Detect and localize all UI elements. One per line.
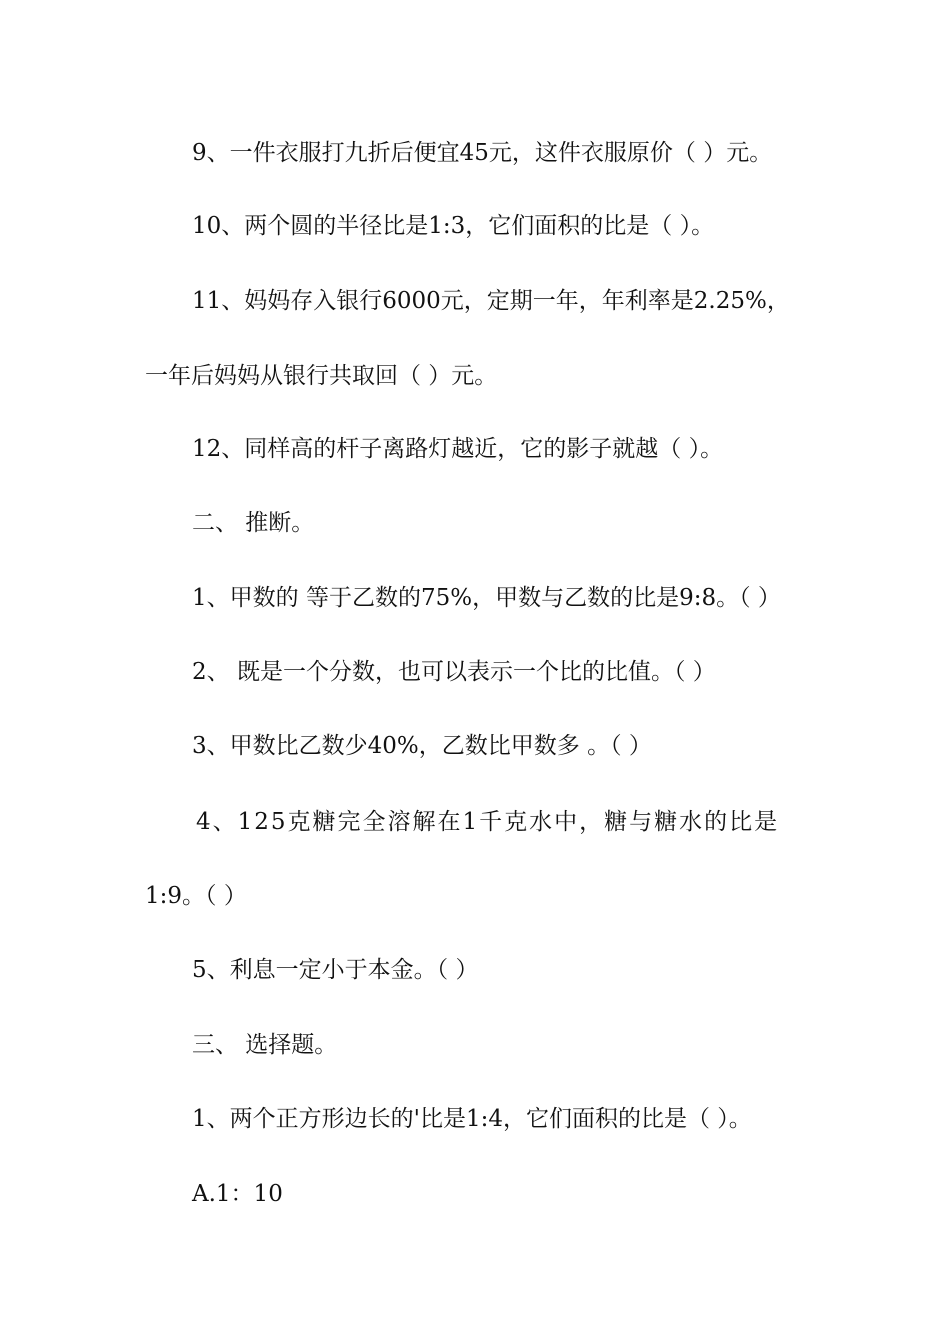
judgement-4-continued: 1:9。（ ）	[145, 883, 247, 909]
choice-1: 1、两个正方形边长的'比是1:4，它们面积的比是（ ）。	[192, 1106, 752, 1132]
judgement-3: 3、甲数比乙数少40%，乙数比甲数多 。（ ）	[192, 733, 652, 759]
question-12: 12、同样高的杆子离路灯越近，它的影子就越（ ）。	[192, 436, 724, 462]
choice-1-option-a: A.1：10	[192, 1181, 283, 1207]
question-10: 10、两个圆的半径比是1:3，它们面积的比是（ ）。	[192, 213, 715, 239]
section-heading-judgement: 二、 推断。	[192, 510, 315, 536]
question-11: 11、妈妈存入银行6000元，定期一年，年利率是2.25%，	[192, 288, 790, 314]
section-heading-choice: 三、 选择题。	[192, 1032, 338, 1058]
judgement-2: 2、 既是一个分数，也可以表示一个比的比值。（ ）	[192, 659, 716, 685]
question-11-continued: 一年后妈妈从银行共取回（ ）元。	[145, 363, 498, 389]
judgement-1: 1、甲数的 等于乙数的75%，甲数与乙数的比是9:8。（ ）	[192, 585, 781, 611]
judgement-5: 5、利息一定小于本金。（ ）	[192, 957, 479, 983]
question-9: 9、一件衣服打九折后便宜45元，这件衣服原价（ ）元。	[192, 140, 773, 166]
judgement-4: 4、125克糖完全溶解在1千克水中，糖与糖水的比是	[196, 809, 780, 835]
